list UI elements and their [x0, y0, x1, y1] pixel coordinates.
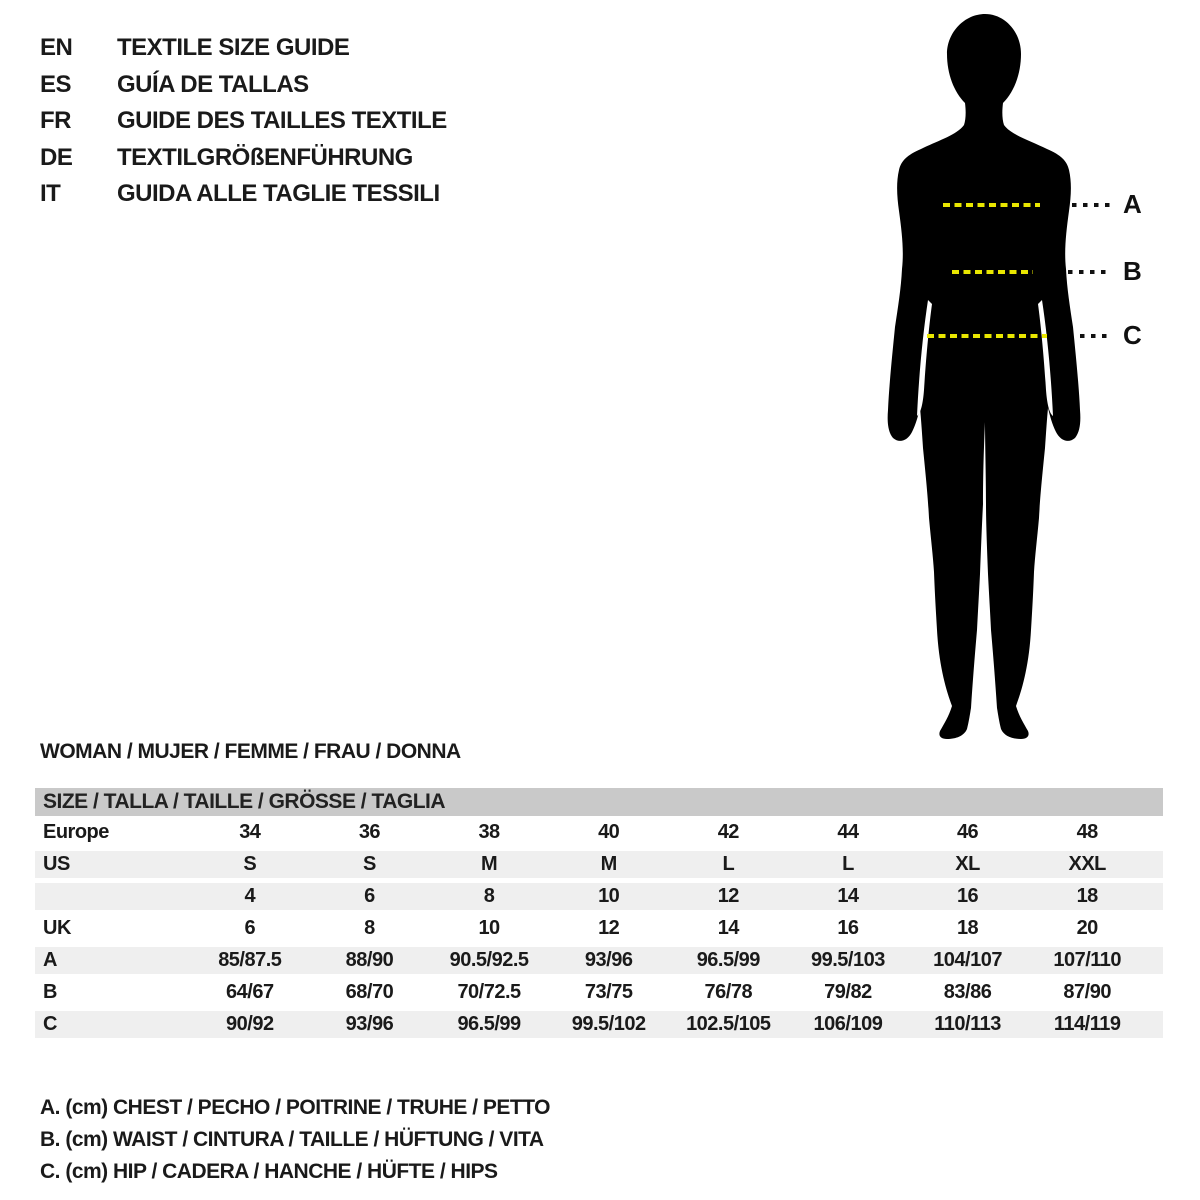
measurement-legend — [40, 1092, 550, 1188]
table-cell: M — [600, 853, 617, 875]
language-title: GUIDE DES TAILLES TEXTILE — [117, 107, 447, 135]
table-row-waist-b — [35, 976, 1163, 1008]
table-cell: M — [480, 853, 498, 875]
size-table-header: SIZE / TALLA / TAILLE / GRÖSSE / TAGLIA — [35, 788, 1163, 816]
table-row-us-letters — [35, 848, 1163, 880]
table-cell: 107/110 — [1053, 949, 1122, 971]
table-cell: 12 — [598, 917, 620, 939]
table-cell: 99.5/103 — [811, 949, 885, 971]
language-code: EN — [40, 34, 73, 62]
table-cell: 10 — [478, 917, 500, 939]
table-cell: 93/96 — [584, 949, 633, 971]
table-cell: 106/109 — [813, 1013, 883, 1035]
table-cell: 68/70 — [345, 981, 394, 1003]
language-code: ES — [40, 70, 72, 98]
row-label: B — [43, 981, 57, 1003]
row-label: UK — [43, 917, 71, 939]
language-row-es — [40, 67, 447, 104]
table-cell: 64/67 — [226, 981, 274, 1003]
marker-label-hip: C — [1123, 319, 1142, 350]
language-row-de — [40, 140, 447, 177]
legend-chest: A. (cm) CHEST / PECHO / POITRINE / TRUHE / PETTO — [40, 1096, 551, 1119]
legend-waist: B. (cm) WAIST / CINTURA / TAILLE / HÜFTUNG / VITA — [40, 1128, 544, 1151]
table-cell: 18 — [1076, 885, 1098, 907]
table-cell: 6 — [364, 885, 375, 907]
table-row-us-numbers — [35, 880, 1163, 912]
language-code: DE — [40, 143, 73, 171]
table-cell: 110/113 — [934, 1013, 1001, 1035]
legend-hip: C. (cm) HIP / CADERA / HANCHE / HÜFTE / HIPS — [40, 1160, 498, 1183]
table-cell: 6 — [244, 917, 256, 939]
row-label: A — [43, 949, 57, 971]
table-cell: 90.5/92.5 — [449, 949, 529, 971]
table-cell: 88/90 — [345, 949, 394, 971]
table-cell: 48 — [1076, 821, 1098, 843]
language-title: TEXTILGRÖßENFÜHRUNG — [117, 143, 413, 171]
table-cell: 93/96 — [345, 1013, 394, 1035]
marker-label-waist: B — [1123, 255, 1142, 286]
language-code: FR — [40, 107, 71, 135]
table-cell: 14 — [837, 885, 859, 907]
table-cell: 10 — [598, 885, 620, 907]
table-cell: 4 — [244, 885, 256, 907]
row-label: C — [43, 1013, 57, 1035]
table-cell: 12 — [717, 885, 739, 907]
table-cell: 96.5/99 — [457, 1013, 521, 1035]
language-row-en — [40, 30, 447, 67]
section-heading-woman: WOMAN / MUJER / FEMME / FRAU / DONNA — [40, 740, 461, 763]
table-cell: 83/86 — [943, 981, 992, 1003]
table-cell: 34 — [239, 821, 261, 843]
size-table — [35, 788, 1163, 1040]
table-cell: L — [722, 853, 735, 875]
table-cell: 104/107 — [933, 949, 1002, 971]
table-cell: 87/90 — [1063, 981, 1111, 1003]
row-label: Europe — [43, 821, 109, 843]
table-cell: S — [243, 853, 257, 875]
table-cell: 16 — [837, 917, 859, 939]
table-cell: 102.5/105 — [686, 1013, 771, 1035]
table-cell: 38 — [478, 821, 500, 843]
table-row-chest-a — [35, 944, 1163, 976]
table-cell: 96.5/99 — [696, 949, 760, 971]
table-cell: XXL — [1068, 853, 1106, 875]
language-row-fr — [40, 103, 447, 140]
table-cell: 42 — [717, 821, 739, 843]
table-cell: 90/92 — [226, 1013, 274, 1035]
row-label — [35, 883, 190, 910]
table-cell: 114/119 — [1053, 1013, 1121, 1035]
table-row-hip-c — [35, 1008, 1163, 1040]
table-cell: XL — [955, 853, 980, 875]
row-label: US — [43, 853, 70, 875]
language-title: GUIDA ALLE TAGLIE TESSILI — [117, 180, 440, 208]
table-cell: 36 — [358, 821, 381, 843]
woman-silhouette-figure — [890, 8, 1130, 748]
marker-label-chest: A — [1123, 188, 1142, 219]
table-row-europe — [35, 816, 1163, 848]
table-cell: 8 — [364, 917, 375, 939]
table-cell: 79/82 — [824, 981, 872, 1003]
table-cell: 8 — [483, 885, 495, 907]
table-cell: L — [842, 853, 854, 875]
language-row-it — [40, 176, 447, 213]
woman-silhouette — [888, 14, 1081, 739]
table-cell: 40 — [598, 821, 620, 843]
language-title: GUÍA DE TALLAS — [117, 70, 309, 98]
table-cell: 99.5/102 — [571, 1013, 646, 1035]
table-cell: 76/78 — [704, 981, 753, 1003]
table-cell: S — [363, 853, 376, 875]
table-cell: 16 — [956, 885, 979, 907]
language-title: TEXTILE SIZE GUIDE — [117, 34, 350, 62]
table-cell: 44 — [837, 821, 859, 843]
language-code: IT — [40, 180, 61, 208]
table-cell: 85/87.5 — [218, 949, 282, 971]
table-row-uk — [35, 912, 1163, 944]
table-cell: 73/75 — [584, 981, 633, 1003]
table-cell: 14 — [717, 917, 739, 939]
table-cell: 20 — [1076, 917, 1098, 939]
language-title-list — [40, 30, 447, 213]
table-cell: 18 — [956, 917, 979, 939]
table-cell: 70/72.5 — [457, 981, 521, 1003]
table-cell: 46 — [956, 821, 979, 843]
